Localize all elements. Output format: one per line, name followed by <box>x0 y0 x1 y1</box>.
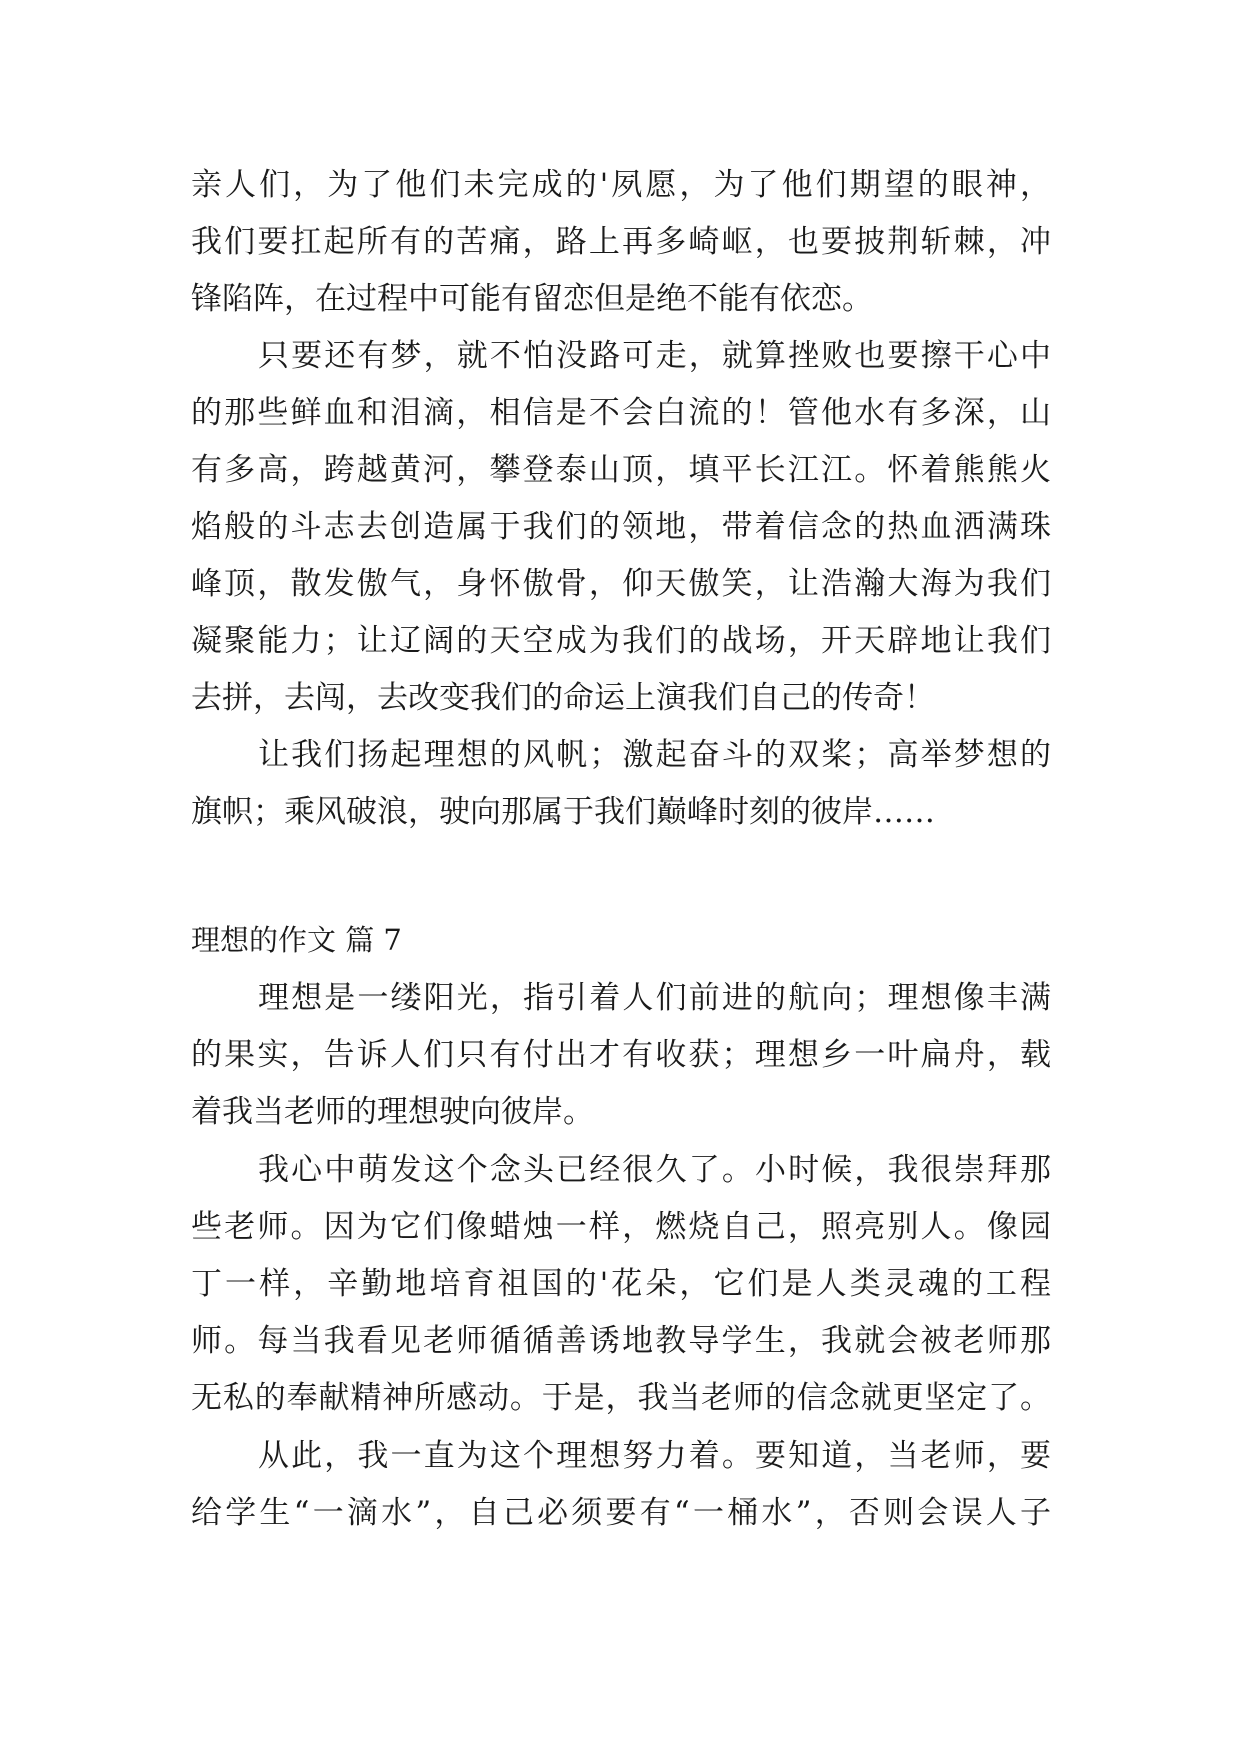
paragraph-first-line: 从此，我一直为这个理想努力着。要知道，当老师，要 <box>258 1438 1051 1474</box>
paragraph-line: 丁一样，辛勤地培育祖国的'花朵，它们是人类灵魂的工程 <box>191 1266 1051 1302</box>
section-heading: 理想的作文 篇 7 <box>191 923 402 957</box>
paragraph-line: 无私的奉献精神所感动。于是，我当老师的信念就更坚定了。 <box>191 1380 1051 1416</box>
paragraph-line: 旗帜；乘风破浪，驶向那属于我们巅峰时刻的彼岸…… <box>191 794 935 830</box>
paragraph-line: 去拼，去闯，去改变我们的命运上演我们自己的传奇！ <box>191 680 935 716</box>
paragraph-first-line: 我心中萌发这个念头已经很久了。小时候，我很崇拜那 <box>258 1152 1051 1188</box>
paragraph-line: 师。每当我看见老师循循善诱地教导学生，我就会被老师那 <box>191 1323 1051 1359</box>
paragraph-line: 有多高，跨越黄河，攀登泰山顶，填平长江江。怀着熊熊火 <box>191 452 1051 488</box>
paragraph-line: 给学生“一滴水”，自己必须要有“一桶水”，否则会误人子 <box>191 1495 1051 1531</box>
paragraph-line: 焰般的斗志去创造属于我们的领地，带着信念的热血洒满珠 <box>191 509 1051 545</box>
paragraph-line: 着我当老师的理想驶向彼岸。 <box>191 1094 594 1130</box>
paragraph-first-line: 只要还有梦，就不怕没路可走，就算挫败也要擦干心中 <box>258 338 1051 374</box>
paragraph-line: 些老师。因为它们像蜡烛一样，燃烧自己，照亮别人。像园 <box>191 1209 1051 1245</box>
paragraph-line: 亲人们，为了他们未完成的'夙愿，为了他们期望的眼神， <box>191 167 1051 203</box>
paragraph-line: 凝聚能力；让辽阔的天空成为我们的战场，开天辟地让我们 <box>191 623 1051 659</box>
paragraph-line: 我们要扛起所有的苦痛，路上再多崎岖，也要披荆斩棘，冲 <box>191 224 1051 260</box>
paragraph-first-line: 理想是一缕阳光，指引着人们前进的航向；理想像丰满 <box>258 980 1051 1016</box>
paragraph-line: 的那些鲜血和泪滴，相信是不会白流的！管他水有多深，山 <box>191 395 1051 431</box>
paragraph-first-line: 让我们扬起理想的风帆；激起奋斗的双桨；高举梦想的 <box>258 737 1051 773</box>
paragraph-line: 峰顶，散发傲气，身怀傲骨，仰天傲笑，让浩瀚大海为我们 <box>191 566 1051 602</box>
paragraph-line: 的果实，告诉人们只有付出才有收获；理想乡一叶扁舟，载 <box>191 1037 1051 1073</box>
paragraph-line: 锋陷阵，在过程中可能有留恋但是绝不能有依恋。 <box>191 281 873 317</box>
